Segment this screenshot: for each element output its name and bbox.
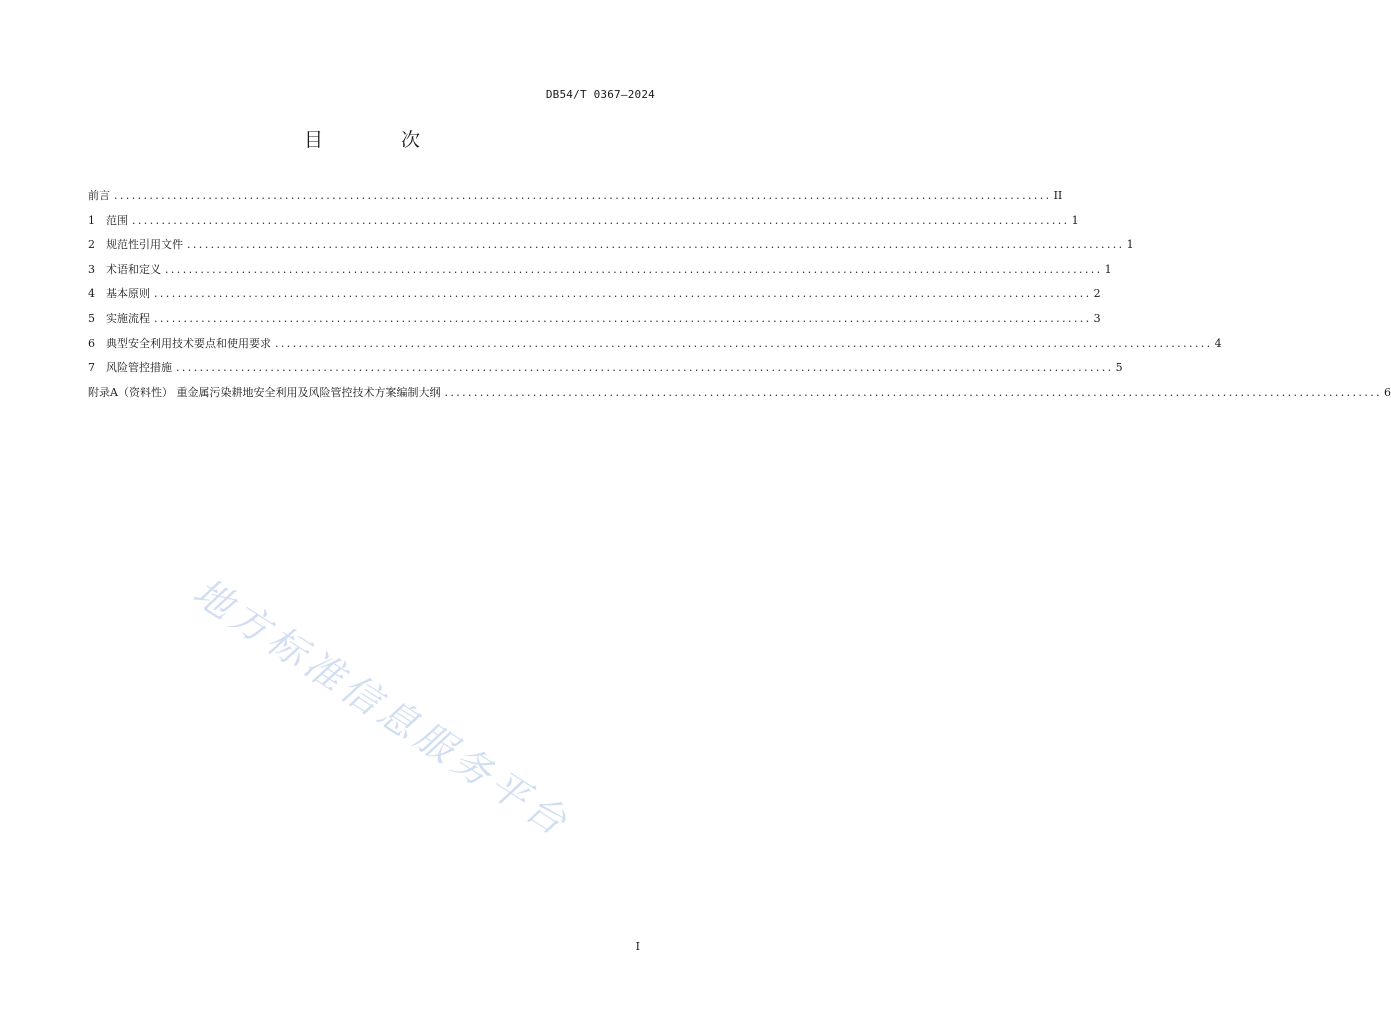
toc-entry-implementation-process[interactable] [88, 310, 1101, 335]
toc-entry-label: 风险管控措施 [106, 361, 172, 375]
toc-dot-leader: ............................................................................................................................................................... [132, 213, 1070, 227]
toc-entry-page: II [1053, 189, 1063, 202]
toc-entry-page: 3 [1093, 311, 1101, 325]
toc-entry-label: 基本原则 [106, 287, 150, 301]
toc-entry-label: 规范性引用文件 [106, 238, 183, 252]
toc-entry-page: 6 [1384, 385, 1391, 399]
toc-entry-normative-references[interactable] [88, 236, 1134, 261]
toc-dot-leader: ............................................................................................................................................................... [444, 385, 1383, 399]
toc-entry-number: 7 [88, 361, 95, 375]
toc-entry-risk-control[interactable] [88, 359, 1123, 384]
toc-entry-foreword[interactable] [88, 187, 1063, 212]
toc-dot-leader: ............................................................................................................................................................... [176, 361, 1114, 375]
page-title: 目 次 [303, 129, 457, 151]
toc-entry-number: 5 [88, 311, 95, 325]
document-code: DB54/T 0367—2024 [545, 88, 655, 101]
watermark: 地方标准信息服务平台 [185, 569, 579, 847]
toc-entry-label: 术语和定义 [106, 262, 161, 276]
toc-entry-page: 4 [1214, 336, 1222, 350]
toc-dot-leader: ............................................................................................................................................................... [154, 287, 1092, 301]
toc-entry-number: 6 [88, 336, 95, 350]
toc-entry-number: 4 [88, 287, 95, 301]
toc-entry-number: 3 [88, 262, 95, 276]
toc-dot-leader: ............................................................................................................................................................... [187, 238, 1125, 252]
toc-entry-number: 2 [88, 238, 95, 252]
toc-dot-leader: ............................................................................................................................................................... [275, 336, 1213, 350]
toc-entry-page: 1 [1126, 238, 1134, 252]
toc-entry-number: 1 [88, 213, 95, 227]
toc-entry-appendix-a[interactable] [88, 384, 1391, 409]
toc-entry-label: 范围 [106, 213, 128, 227]
toc-entry-page: 2 [1093, 287, 1101, 301]
page-number: I [635, 940, 640, 953]
toc-entry-terms-definitions[interactable] [88, 261, 1112, 286]
toc-entry-label: 前言 [88, 189, 110, 202]
toc-entry-label: 典型安全利用技术要点和使用要求 [106, 336, 271, 350]
toc-entry-scope[interactable] [88, 212, 1079, 237]
toc-dot-leader: ............................................................................................................................................................... [114, 189, 1052, 202]
toc-entry-label: 实施流程 [106, 311, 150, 325]
toc-entry-page: 1 [1071, 213, 1079, 227]
toc-entry-technical-points[interactable] [88, 335, 1222, 360]
toc-entry-page: 1 [1104, 262, 1112, 276]
toc-dot-leader: ............................................................................................................................................................... [165, 262, 1103, 276]
toc-entry-label: 附录A（资料性） 重金属污染耕地安全利用及风险管控技术方案编制大纲 [88, 385, 441, 399]
toc-dot-leader: ............................................................................................................................................................... [154, 311, 1092, 325]
toc-entry-page: 5 [1115, 361, 1123, 375]
table-of-contents [88, 187, 1391, 408]
toc-entry-basic-principles[interactable] [88, 285, 1101, 310]
